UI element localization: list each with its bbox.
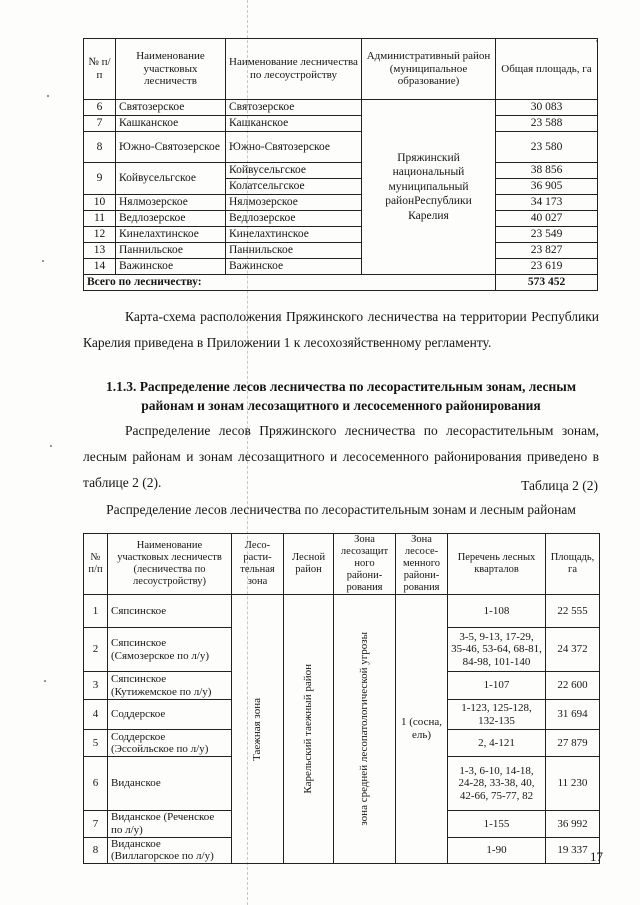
row-quarters: 1-3, 6-10, 14-18, 24-28, 33-38, 40, 42-66, 75-77, 82 [448,757,546,811]
row-name: Кинелахтинское [116,227,226,243]
header-zone: Лесо-расти-тельная зона [232,534,284,595]
row-name: Важинское [116,259,226,275]
header-quarters: Перечень лесных кварталов [448,534,546,595]
row-area: 30 083 [496,100,598,116]
total-row [84,275,598,291]
row-forestry: Южно-Святозерское [226,132,362,163]
table-row [84,595,600,628]
total-value: 573 452 [496,275,598,291]
row-num: 10 [84,195,116,211]
row-name: Виданское (Виллагорское по л/у) [108,837,232,863]
protect-zone-text: зона средней лесопатологической угрозы [358,632,371,826]
table-caption: Распределение лесов лесничества по лесорастительным зонам и лесным районам [106,502,576,517]
row-area: 11 230 [546,757,600,811]
row-forestry: Койвусельгское [226,163,362,179]
row-name: Ведлозерское [116,211,226,227]
row-num: 1 [84,595,108,628]
header-num: № п/п [84,39,116,100]
row-area: 23 549 [496,227,598,243]
table-row [84,259,598,275]
row-num: 6 [84,100,116,116]
row-area: 24 372 [546,628,600,672]
row-forestry: Ведлозерское [226,211,362,227]
page-number: 17 [590,849,603,864]
header-area: Площадь, га [546,534,600,595]
region-text: Карельский таежный район [302,664,315,794]
header-area-name: Наименование участковых лесничеств [116,39,226,100]
row-num: 9 [84,163,116,195]
paragraph-1-text: Карта-схема расположения Пряжинского лесничества на территории Республики Карелия приведена в Приложении 1 к лесохозяйственному регламенту. [83,309,599,350]
header-name: Наименование участковых лесничеств (лесничества по лесоустройству) [108,534,232,595]
row-area: 36 905 [496,179,598,195]
row-num: 5 [84,730,108,757]
paragraph-map-reference [83,304,599,356]
row-quarters: 3-5, 9-13, 17-29, 35-46, 53-64, 68-81, 84-98, 101-140 [448,628,546,672]
row-area: 23 580 [496,132,598,163]
header-num: № п/п [84,534,108,595]
row-name: Сяпсинское (Кутижемское по л/у) [108,672,232,700]
header-district: Административный район (муниципальное образование) [362,39,496,100]
table-row [84,163,598,179]
region-cell [284,595,334,864]
row-name: Сяпсинское (Сямозерское по л/у) [108,628,232,672]
table-row [84,100,598,116]
zone-cell [232,595,284,864]
row-name: Паннильское [116,243,226,259]
section-heading: 1.1.3. Распределение лесов лесничества по лесорастительным зонам, лесным районам и зонам лесозащитного и лесосеменного районирования [105,379,577,413]
row-forestry: Святозерское [226,100,362,116]
row-name: Виданское (Реченское по л/у) [108,811,232,837]
header-protect-zone: Зона лесозащит ного райони-рования [334,534,396,595]
row-num: 6 [84,757,108,811]
row-num: 13 [84,243,116,259]
row-name: Кашканское [116,116,226,132]
row-area: 23 619 [496,259,598,275]
table-header-row [84,39,598,100]
header-seed-zone: Зона лесосе-менного райони-рования [396,534,448,595]
header-region: Лесной район [284,534,334,595]
row-name: Койвусельгское [116,163,226,195]
row-forestry: Колатсельгское [226,179,362,195]
row-quarters: 2, 4-121 [448,730,546,757]
table-row [84,195,598,211]
forest-zone-table [83,533,600,864]
row-area: 31 694 [546,700,600,730]
zone-text: Таежная зона [251,697,264,761]
row-name: Сяпсинское [108,595,232,628]
row-num: 8 [84,132,116,163]
table-header-row [84,534,600,595]
table-label: Таблица 2 (2) [521,478,598,493]
protect-zone-cell [334,595,396,864]
scan-speck [47,95,49,97]
row-num: 11 [84,211,116,227]
row-name: Соддерское [108,700,232,730]
row-forestry: Паннильское [226,243,362,259]
district-cell: Пряжинский национальный муниципальный районРеспублики Карелия [362,100,496,275]
table-row [84,243,598,259]
row-num: 12 [84,227,116,243]
row-name: Святозерское [116,100,226,116]
header-forestry-name: Наименование лесничества по лесоустройству [226,39,362,100]
row-area: 23 827 [496,243,598,259]
row-forestry: Важинское [226,259,362,275]
row-forestry: Нялмозерское [226,195,362,211]
row-quarters: 1-108 [448,595,546,628]
row-num: 4 [84,700,108,730]
row-num: 3 [84,672,108,700]
row-name: Нялмозерское [116,195,226,211]
scan-speck [42,260,44,262]
row-quarters: 1-123, 125-128, 132-135 [448,700,546,730]
row-num: 2 [84,628,108,672]
row-quarters: 1-107 [448,672,546,700]
row-name: Виданское [108,757,232,811]
row-area: 22 555 [546,595,600,628]
row-area: 36 992 [546,811,600,837]
row-area: 23 588 [496,116,598,132]
table-row [84,211,598,227]
seed-zone-cell: 1 (сосна, ель) [396,595,448,864]
row-area: 22 600 [546,672,600,700]
row-area: 34 173 [496,195,598,211]
row-forestry: Кашканское [226,116,362,132]
table-row [84,116,598,132]
scan-speck [50,445,52,447]
scan-speck [44,680,46,682]
row-num: 7 [84,811,108,837]
row-area: 27 879 [546,730,600,757]
row-forestry: Кинелахтинское [226,227,362,243]
row-num: 14 [84,259,116,275]
row-name: Южно-Святозерское [116,132,226,163]
forestry-area-table [83,38,598,291]
row-area: 19 337 [546,837,600,863]
table-row [84,227,598,243]
row-name: Соддерское (Эссойльское по л/у) [108,730,232,757]
table-row [84,132,598,163]
row-num: 7 [84,116,116,132]
row-area: 38 856 [496,163,598,179]
header-total-area: Общая площадь, га [496,39,598,100]
row-quarters: 1-155 [448,811,546,837]
row-quarters: 1-90 [448,837,546,863]
row-num: 8 [84,837,108,863]
row-area: 40 027 [496,211,598,227]
total-label: Всего по лесничеству: [84,275,496,291]
paragraph-2-text: Распределение лесов Пряжинского лесничества по лесорастительным зонам, лесным районам и зонам лесозащитного и лесосеменного районирования приведено в таблице 2 (2). [83,423,599,490]
